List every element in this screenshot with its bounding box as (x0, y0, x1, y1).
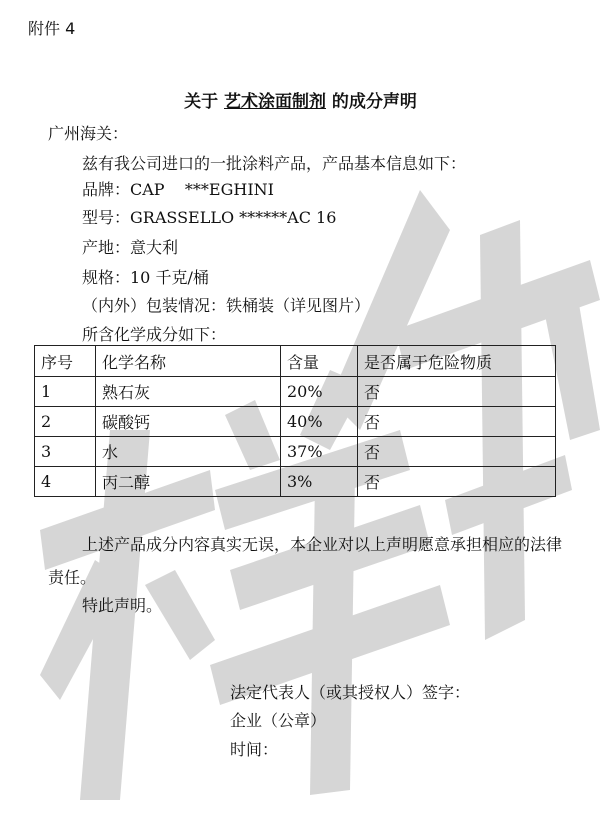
spec-field: 规格：10 千克/桶 (82, 268, 209, 287)
attachment-label: 附件 4 (28, 19, 76, 38)
title-prefix: 关于 (184, 92, 219, 112)
header-hazardous: 是否属于危险物质 (358, 346, 556, 377)
table-row (35, 467, 556, 497)
cell-content: 40% (281, 407, 358, 437)
origin-field: 产地：意大利 (82, 238, 179, 257)
company-seal-line: 企业（公章） (230, 711, 327, 730)
components-intro: 所含化学成分如下： (82, 325, 227, 344)
model-field: 型号：GRASSELLO ******AC 16 (82, 208, 337, 227)
composition-table (34, 345, 556, 497)
cell-content: 37% (281, 437, 358, 467)
table-row (35, 437, 556, 467)
packaging-field: （内外）包装情况：铁桶装（详见图片） (82, 296, 371, 315)
statement-paragraph: 上述产品成分内容真实无误，本企业对以上声明愿意承担相应的法律责任。 (48, 535, 563, 587)
cell-chemical-name: 熟石灰 (96, 377, 281, 407)
table-header-row (35, 346, 556, 377)
cell-hazardous: 否 (358, 377, 556, 407)
cell-hazardous: 否 (358, 407, 556, 437)
cell-chemical-name: 碳酸钙 (96, 407, 281, 437)
signature-line: 法定代表人（或其授权人）签字： (230, 683, 471, 702)
cell-index: 4 (35, 467, 96, 497)
recipient: 广州海关： (48, 124, 129, 143)
table-row (35, 407, 556, 437)
cell-hazardous: 否 (358, 467, 556, 497)
table-row (35, 377, 556, 407)
cell-index: 3 (35, 437, 96, 467)
cell-content: 20% (281, 377, 358, 407)
cell-index: 1 (35, 377, 96, 407)
brand-field: 品牌：CAP ***EGHINI (82, 180, 274, 199)
title-suffix: 的成分声明 (331, 92, 417, 112)
date-line: 时间： (230, 740, 279, 759)
cell-chemical-name: 水 (96, 437, 281, 467)
header-index: 序号 (35, 346, 96, 377)
cell-hazardous: 否 (358, 437, 556, 467)
cell-chemical-name: 丙二醇 (96, 467, 281, 497)
cell-index: 2 (35, 407, 96, 437)
intro-paragraph: 兹有我公司进口的一批涂料产品，产品基本信息如下： (82, 154, 467, 173)
special-declaration: 特此声明。 (82, 596, 163, 615)
header-chemical-name: 化学名称 (96, 346, 281, 377)
cell-content: 3% (281, 467, 358, 497)
header-content: 含量 (281, 346, 358, 377)
title-product-name: 艺术涂面制剂 (224, 92, 326, 112)
document-title (0, 87, 601, 112)
